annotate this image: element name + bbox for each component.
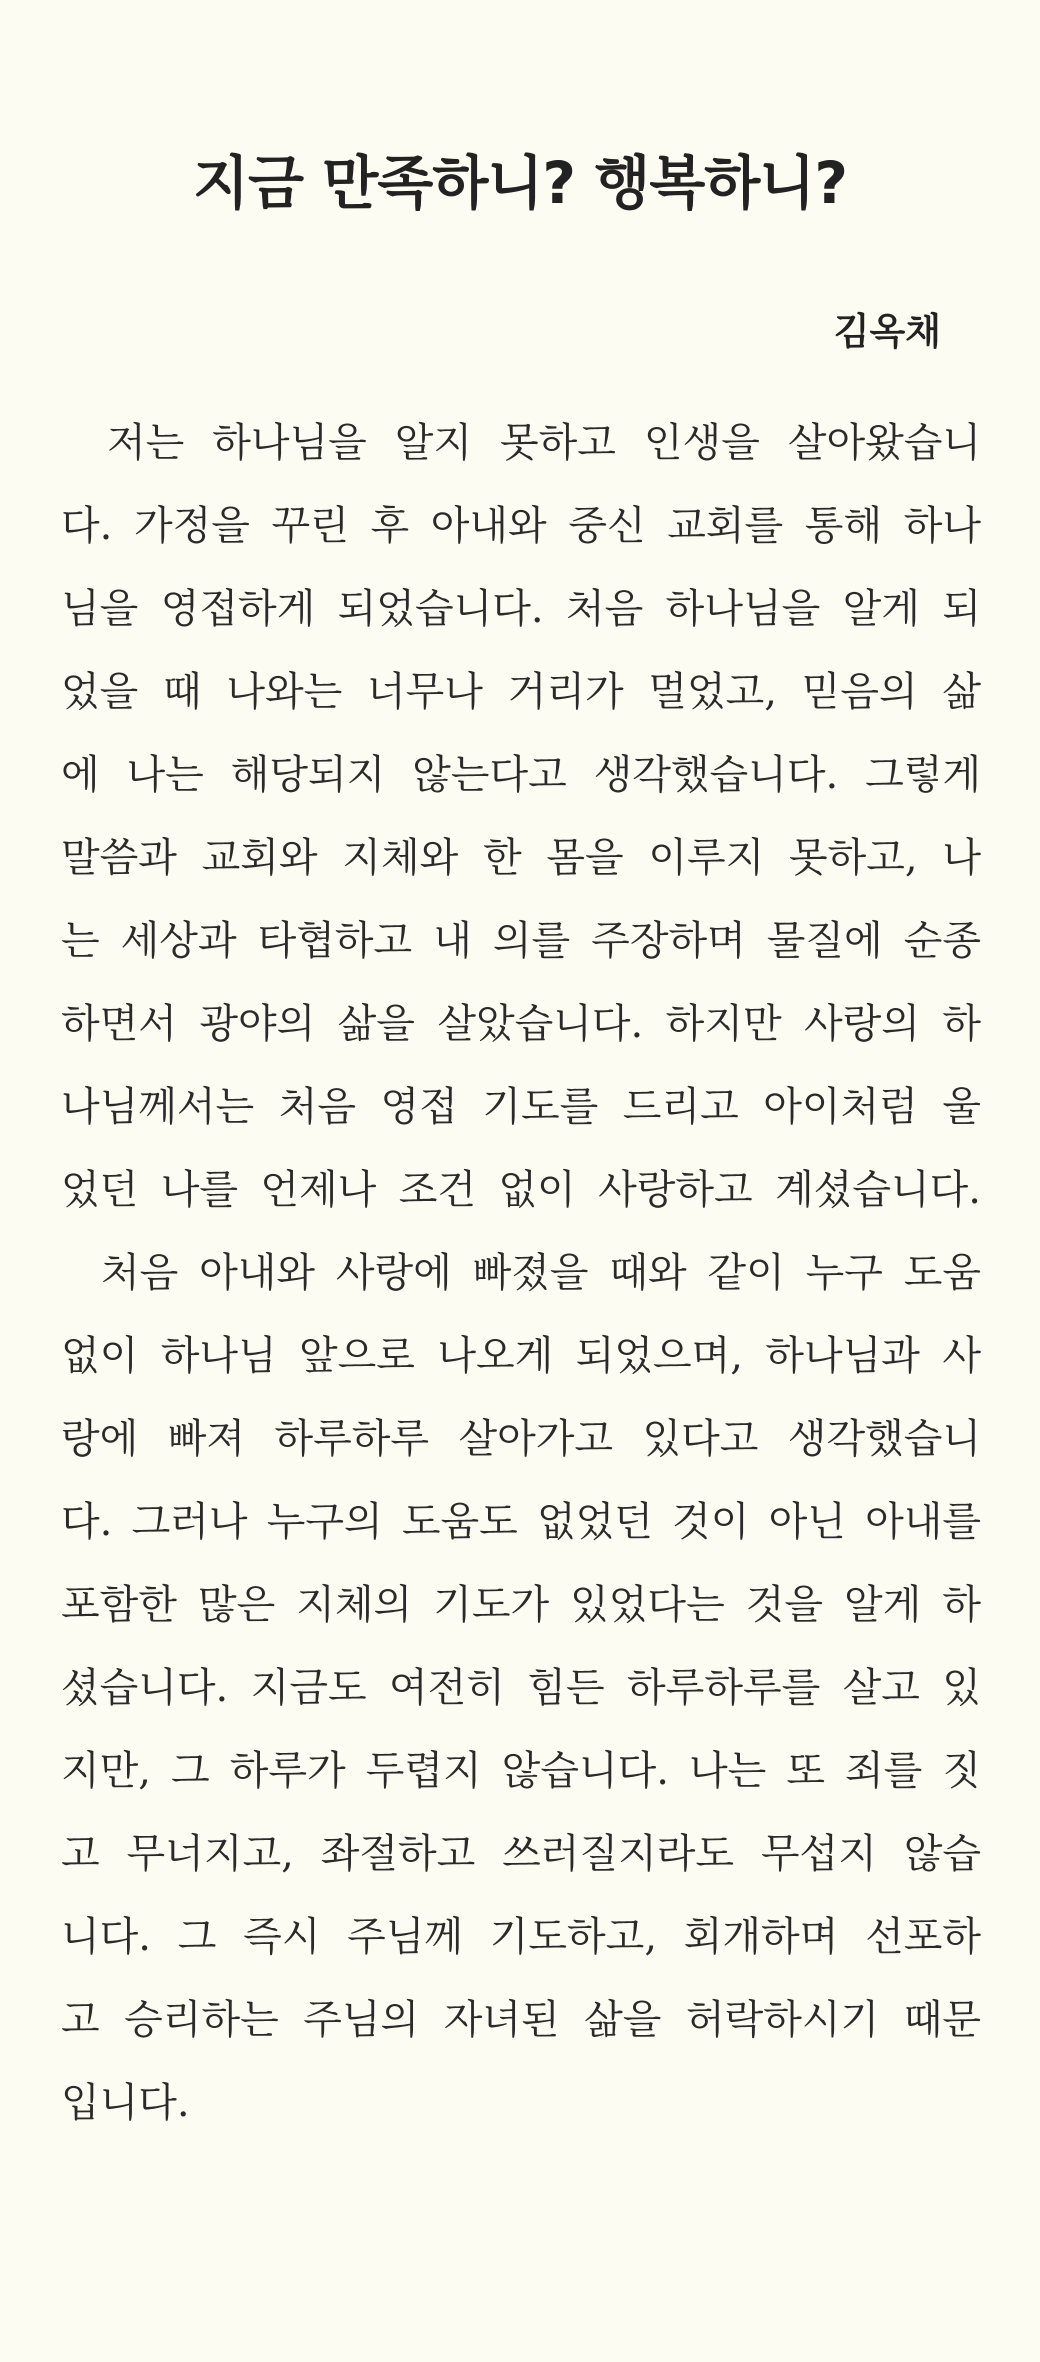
body-line: 포함한 많은 지체의 기도가 있었다는 것을 알게 하 [61,1582,981,1628]
article-author: 김옥채 [833,310,941,353]
body-line: 었던 나를 언제나 조건 없이 사랑하고 계셨습니다. [61,1167,981,1213]
body-line: 말씀과 교회와 지체와 한 몸을 이루지 못하고, 나 [61,835,981,881]
body-line: 없이 하나님 앞으로 나오게 되었으며, 하나님과 사 [61,1333,981,1379]
body-line: 는 세상과 타협하고 내 의를 주장하며 물질에 순종 [61,918,981,964]
body-line: 님을 영접하게 되었습니다. 처음 하나님을 알게 되 [61,586,981,632]
body-line: 에 나는 해당되지 않는다고 생각했습니다. 그렇게 [61,752,981,798]
body-line: 다. 그러나 누구의 도움도 없었던 것이 아닌 아내를 [61,1499,981,1545]
body-line: 셨습니다. 지금도 여전히 힘든 하루하루를 살고 있 [61,1665,981,1711]
article-body [61,402,981,2145]
body-line: 처음 아내와 사랑에 빠졌을 때와 같이 누구 도움 [101,1250,981,1296]
body-line: 었을 때 나와는 너무나 거리가 멀었고, 믿음의 삶 [61,669,981,715]
body-line: 니다. 그 즉시 주님께 기도하고, 회개하며 선포하 [61,1914,981,1960]
body-line: 저는 하나님을 알지 못하고 인생을 살아왔습니 [107,420,981,466]
body-line: 다. 가정을 꾸린 후 아내와 중신 교회를 통해 하나 [61,503,981,549]
body-line: 나님께서는 처음 영접 기도를 드리고 아이처럼 울 [61,1084,981,1130]
body-line: 고 무너지고, 좌절하고 쓰러질지라도 무섭지 않습 [61,1831,981,1877]
body-line: 입니다. [61,2080,190,2126]
body-line: 랑에 빠져 하루하루 살아가고 있다고 생각했습니 [61,1416,981,1462]
body-line: 하면서 광야의 삶을 살았습니다. 하지만 사랑의 하 [61,1001,981,1047]
body-line: 고 승리하는 주님의 자녀된 삶을 허락하시기 때문 [61,1997,981,2043]
body-line: 지만, 그 하루가 두렵지 않습니다. 나는 또 죄를 짓 [61,1748,981,1794]
article-title: 지금 만족하니? 행복하니? [193,149,847,217]
